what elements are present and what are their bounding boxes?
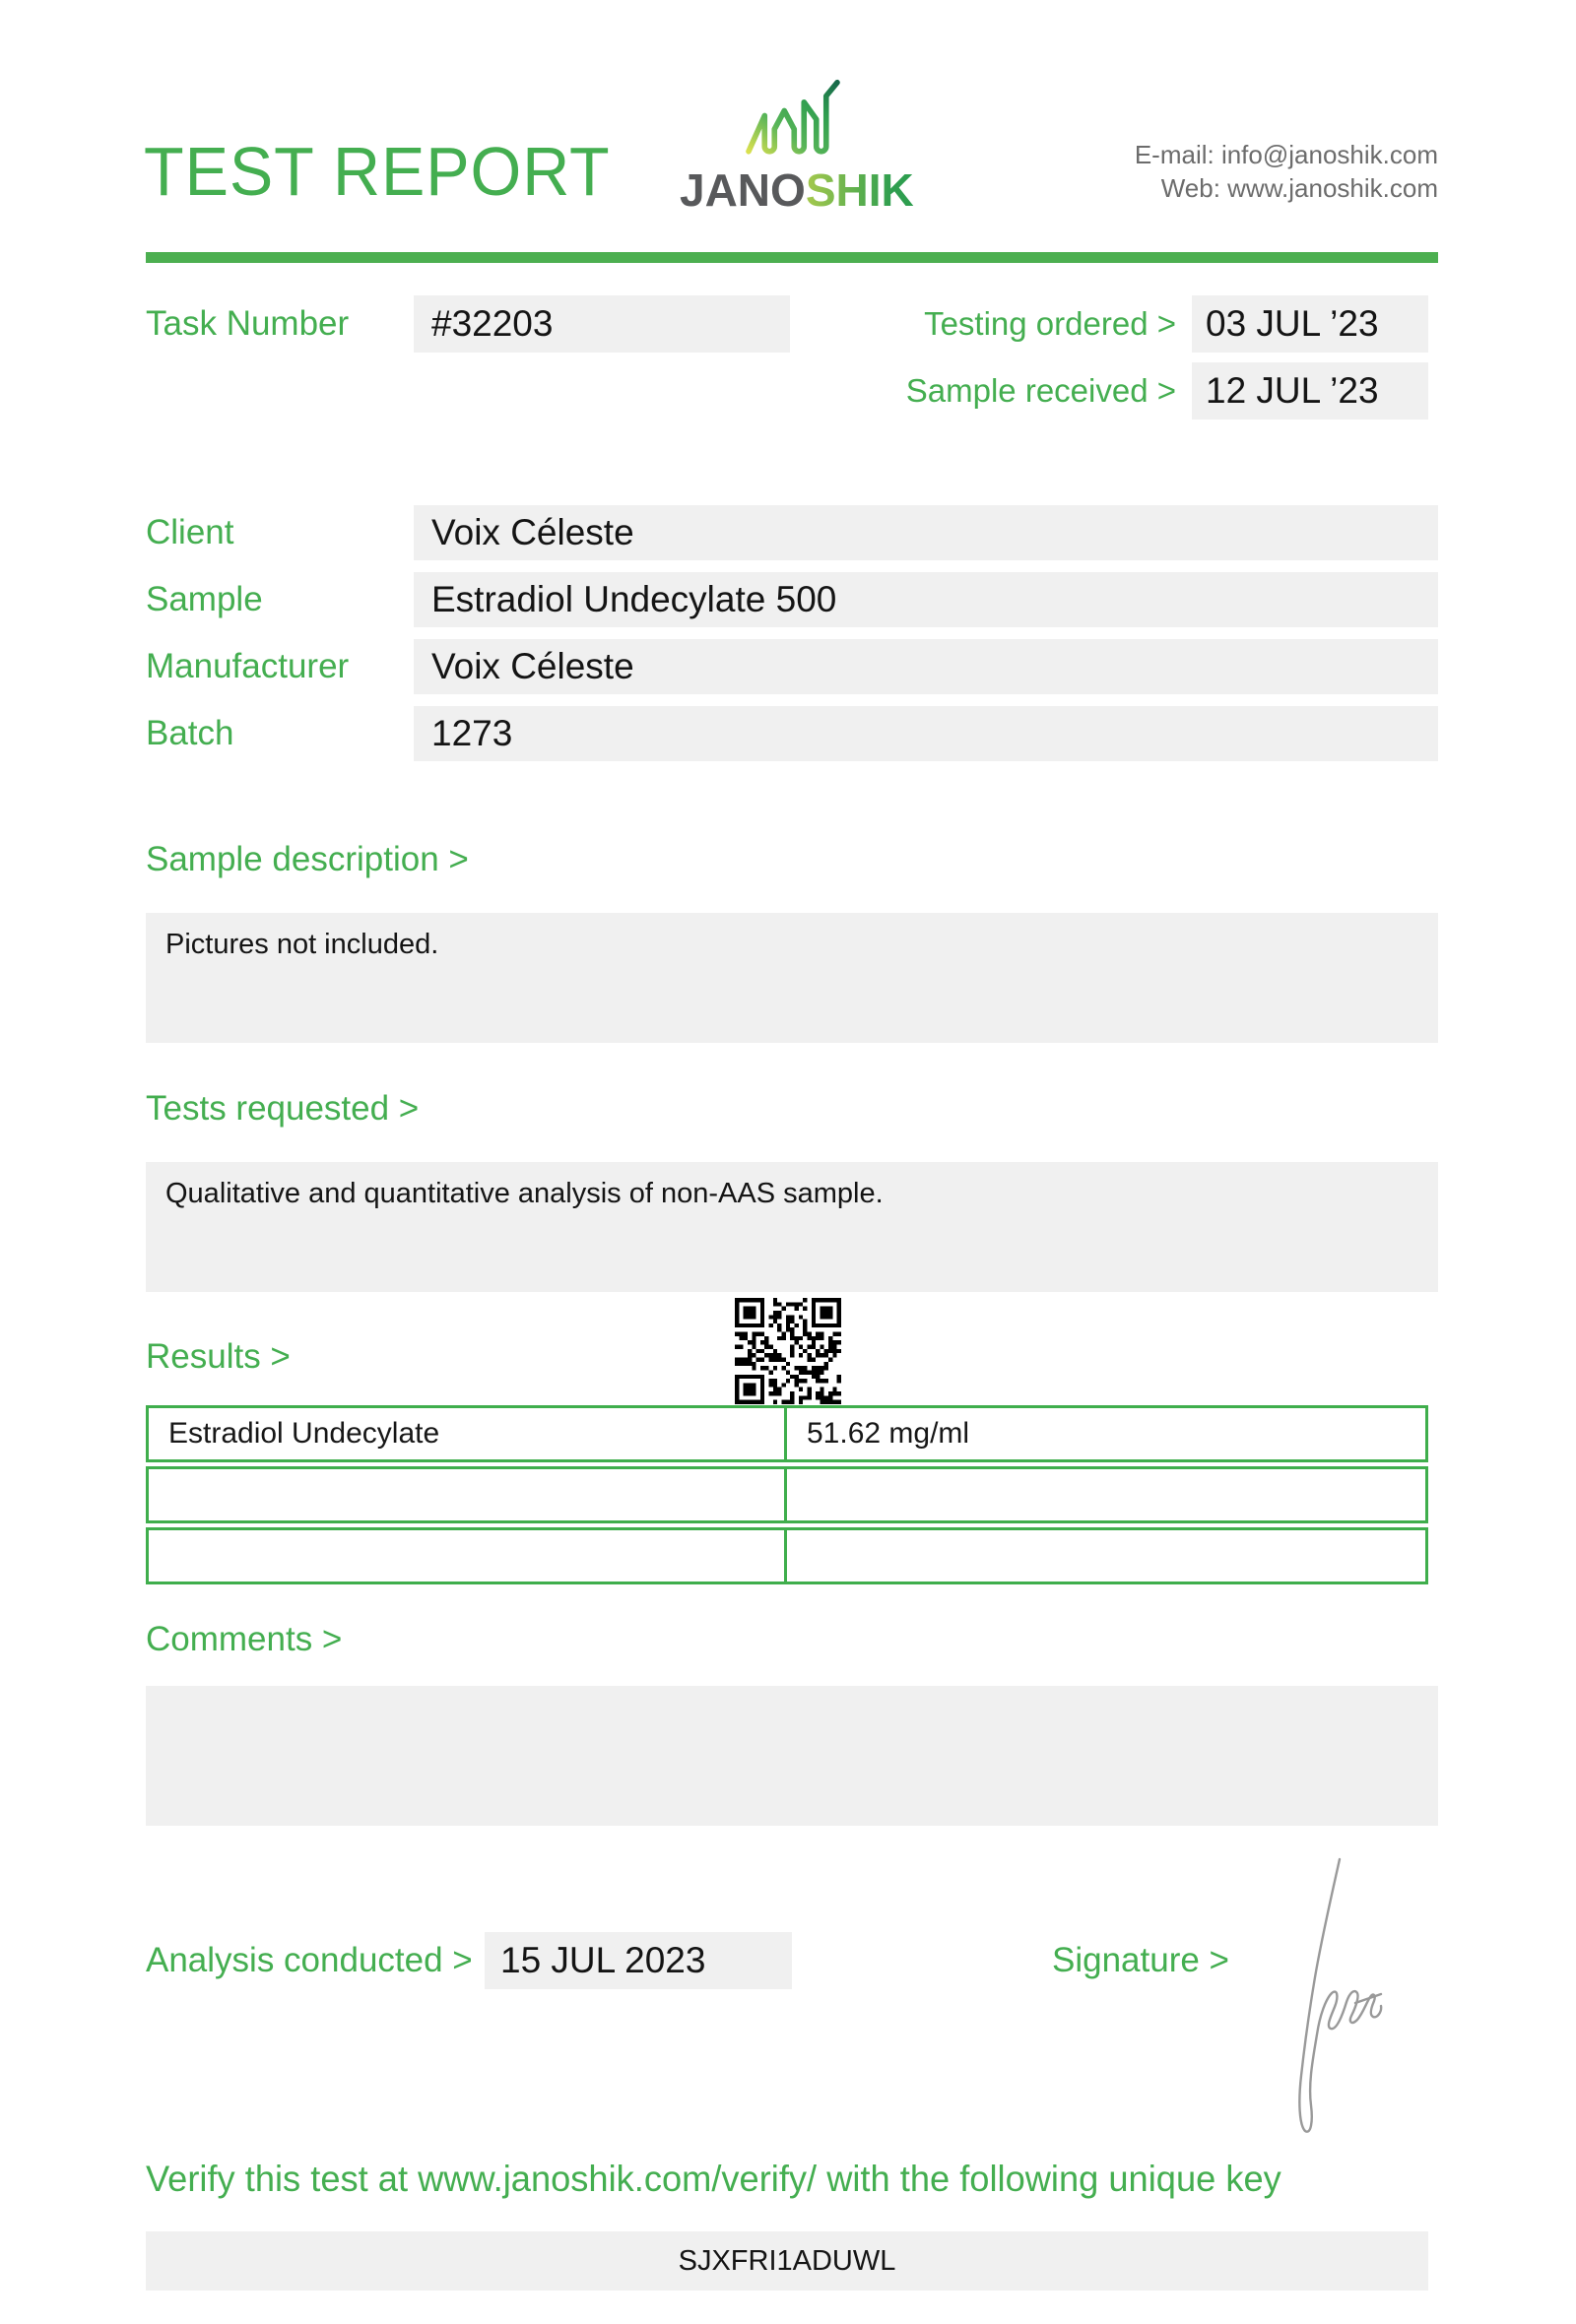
growth-chart-icon	[744, 77, 842, 160]
analysis-conducted-value: 15 JUL 2023	[485, 1932, 792, 1989]
tests-requested-text: Qualitative and quantitative analysis of non-AAS sample.	[165, 1178, 884, 1209]
client-value: Voix Céleste	[414, 505, 1438, 560]
table-row	[146, 1405, 1428, 1462]
sample-received-row	[808, 362, 1428, 420]
result-value	[787, 1530, 1425, 1582]
tests-requested-panel	[146, 1162, 1438, 1292]
comments-heading: Comments >	[146, 1620, 343, 1658]
sample-value: Estradiol Undecylate 500	[414, 572, 1438, 627]
contact-block	[1135, 138, 1438, 205]
batch-label: Batch	[146, 714, 234, 752]
dates-block	[808, 295, 1428, 429]
manufacturer-row	[146, 639, 1438, 694]
results-heading: Results >	[146, 1337, 291, 1376]
manufacturer-label: Manufacturer	[146, 647, 350, 685]
task-number-value: #32203	[414, 295, 790, 353]
result-substance: Estradiol Undecylate	[149, 1408, 787, 1459]
sample-description-panel	[146, 913, 1438, 1043]
analysis-conducted-label: Analysis conducted >	[146, 1941, 473, 1979]
sample-description-heading: Sample description >	[146, 840, 469, 878]
client-label: Client	[146, 513, 234, 551]
qr-code	[735, 1298, 841, 1404]
batch-value: 1273	[414, 706, 1438, 761]
page-title: TEST REPORT	[144, 133, 611, 210]
verify-instruction: Verify this test at www.janoshik.com/verify/ with the following unique key	[146, 2159, 1281, 2199]
signature-image	[1271, 1847, 1387, 2148]
janoshik-logo	[680, 77, 914, 217]
sample-details	[146, 505, 1438, 773]
result-value	[787, 1469, 1425, 1520]
result-substance	[149, 1530, 787, 1582]
batch-row	[146, 706, 1438, 761]
result-value: 51.62 mg/ml	[807, 1417, 970, 1450]
tests-requested-heading: Tests requested >	[146, 1089, 420, 1128]
brand-wordmark	[680, 163, 914, 217]
testing-ordered-row	[808, 295, 1428, 353]
contact-web: Web: www.janoshik.com	[1160, 173, 1438, 203]
header-divider	[146, 252, 1438, 263]
task-number-label: Task Number	[146, 304, 350, 343]
sample-received-value: 12 JUL ’23	[1192, 362, 1428, 420]
testing-ordered-label: Testing ordered >	[924, 305, 1176, 342]
contact-email: E-mail: info@janoshik.com	[1134, 140, 1438, 169]
comments-panel	[146, 1686, 1438, 1826]
sample-row	[146, 572, 1438, 627]
table-row	[146, 1527, 1428, 1584]
brand-shik: SHIK	[805, 164, 914, 216]
table-row	[146, 1466, 1428, 1523]
client-row	[146, 505, 1438, 560]
sample-received-label: Sample received >	[905, 372, 1176, 409]
manufacturer-value: Voix Céleste	[414, 639, 1438, 694]
testing-ordered-value: 03 JUL ’23	[1192, 295, 1428, 353]
verify-key: SJXFRI1ADUWL	[146, 2231, 1428, 2291]
sample-label: Sample	[146, 580, 263, 618]
sample-description-text: Pictures not included.	[165, 929, 439, 960]
result-substance	[149, 1469, 787, 1520]
brand-jano: JANO	[680, 164, 806, 216]
results-table	[146, 1405, 1428, 1588]
signature-label: Signature >	[1052, 1941, 1229, 1979]
